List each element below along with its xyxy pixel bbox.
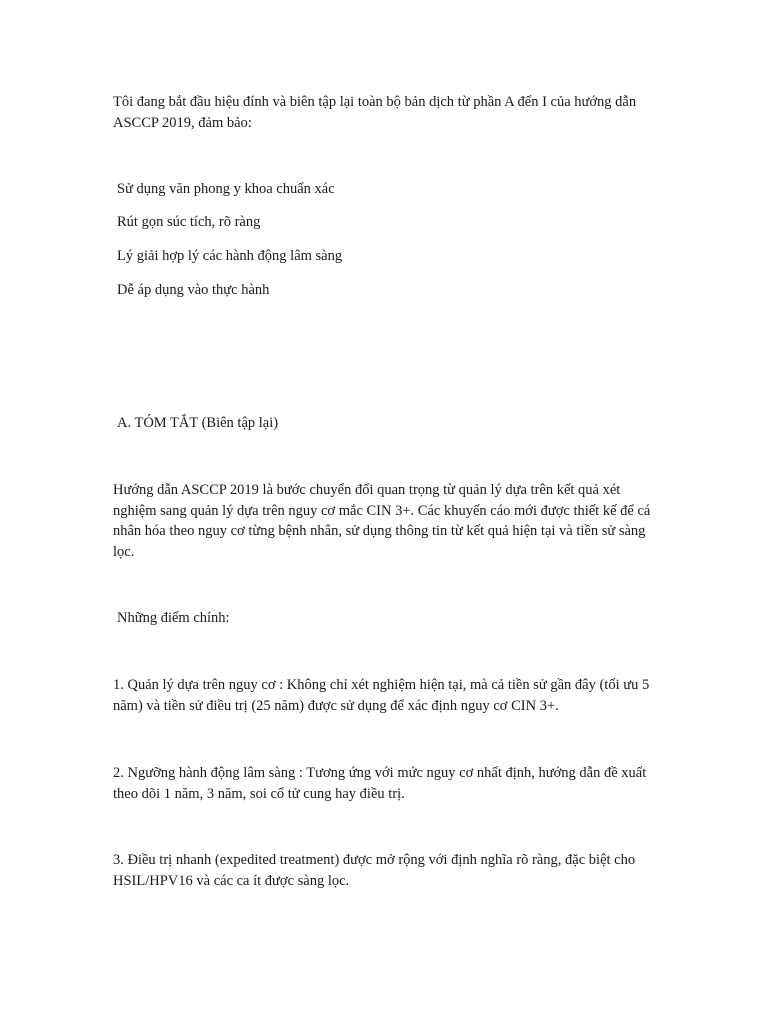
summary-paragraph: Hướng dẫn ASCCP 2019 là bước chuyển đổi quan trọng từ quản lý dựa trên kết quả xét nghiệm sang quản lý dựa trên nguy cơ mắc CIN 3+. Các khuyến cáo mới được thiết kế để cá nhân hóa theo nguy cơ từng bệnh nhân, sử dụng thông tin từ kết quả hiện tại và tiền sử sàng lọc.: [113, 482, 651, 560]
intro-paragraph: Tôi đang bắt đầu hiệu đính và biên tập lại toàn bộ bản dịch từ phần A đến I của hướng dẫn ASCCP 2019, đảm bảo:: [113, 94, 637, 131]
key-point-2: 2. Ngưỡng hành động lâm sàng : Tương ứng với mức nguy cơ nhất định, hướng dẫn đề xuất theo dõi 1 năm, 3 năm, soi cổ tử cung hay điều trị.: [113, 765, 647, 802]
criteria-item-3: Lý giải hợp lý các hành động lâm sàng: [117, 248, 343, 264]
key-point-1: 1. Quản lý dựa trên nguy cơ : Không chỉ xét nghiệm hiện tại, mà cả tiền sử gần đây (tối ưu 5 năm) và tiền sử điều trị (25 năm) được sử dụng để xác định nguy cơ CIN 3+.: [113, 677, 650, 714]
key-points-heading: Những điểm chính:: [117, 610, 230, 626]
criteria-item-4: Dễ áp dụng vào thực hành: [117, 282, 270, 298]
criteria-item-1: Sử dụng văn phong y khoa chuẩn xác: [117, 181, 335, 197]
key-point-3: 3. Điều trị nhanh (expedited treatment) được mở rộng với định nghĩa rõ ràng, đặc biệt cho HSIL/HPV16 và các ca ít được sàng lọc.: [113, 852, 636, 889]
section-heading: A. TÓM TẮT (Biên tập lại): [117, 415, 279, 431]
criteria-item-2: Rút gọn súc tích, rõ ràng: [117, 214, 261, 230]
